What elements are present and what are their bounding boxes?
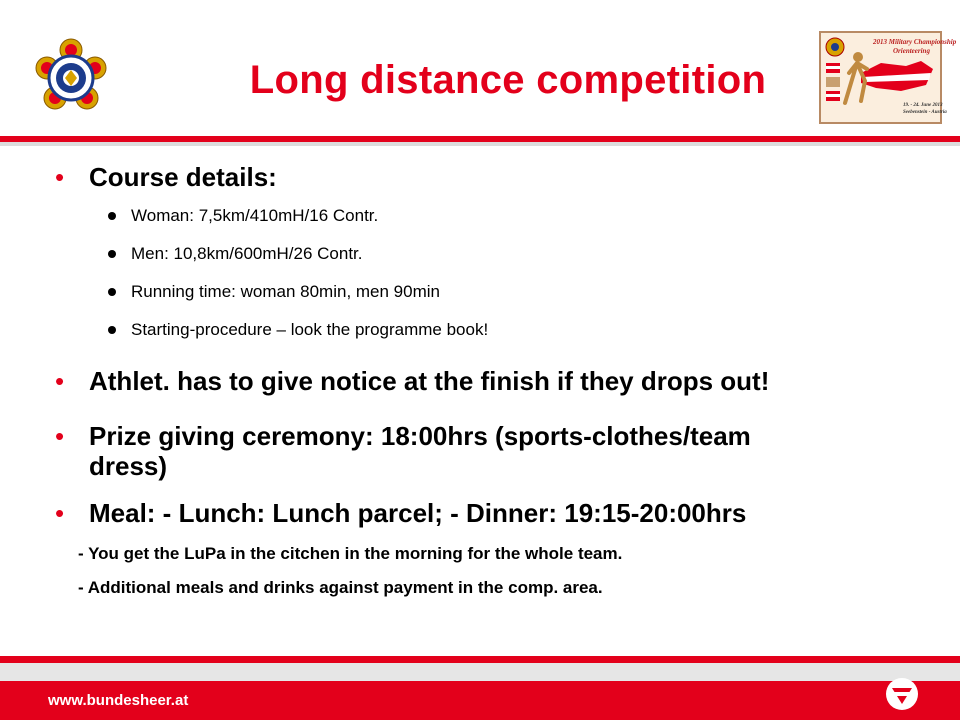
- header-rule-gray: [0, 142, 960, 146]
- bullet-dot-icon: [108, 288, 116, 296]
- bullet-dot-icon: [108, 212, 116, 220]
- bundesheer-logo-icon: [884, 676, 920, 712]
- section-heading-prize-line2: dress): [89, 451, 168, 481]
- section-heading-dropout: Athlet. has to give notice at the finish if they drops out!: [89, 366, 770, 396]
- section-heading-meal: Meal: - Lunch: Lunch parcel; - Dinner: 19:15-20:00hrs: [89, 498, 747, 528]
- page-title: Long distance competition: [249, 58, 767, 102]
- footer-rule-gray: [0, 663, 960, 681]
- championship-poster-icon: [819, 31, 957, 124]
- poster-place: Seebenstein - Austria: [903, 110, 947, 115]
- bullet-icon: •: [55, 498, 65, 528]
- footer-url-link[interactable]: www.bundesheer.at: [48, 692, 189, 709]
- course-item-men: Men: 10,8km/600mH/26 Contr.: [131, 244, 363, 263]
- course-item-woman: Woman: 7,5km/410mH/16 Contr.: [131, 206, 379, 225]
- poster-date: 19. - 24. June 2013: [903, 103, 943, 108]
- course-item-starting: Starting-procedure – look the programme book!: [131, 320, 489, 339]
- bullet-dot-icon: [108, 326, 116, 334]
- course-item-running-time: Running time: woman 80min, men 90min: [131, 282, 440, 301]
- bullet-icon: •: [55, 421, 65, 451]
- meal-note-additional: - Additional meals and drinks against payment in the comp. area.: [78, 578, 603, 597]
- poster-title-line2: Orienteering: [893, 47, 930, 55]
- bullet-icon: •: [55, 162, 65, 192]
- footer-rule: [0, 656, 960, 663]
- section-heading-prize-line1: Prize giving ceremony: 18:00hrs (sports-clothes/team: [89, 421, 751, 451]
- poster-title-line1: 2013 Military Championship: [873, 38, 957, 46]
- bullet-dot-icon: [108, 250, 116, 258]
- bullet-icon: •: [55, 366, 65, 396]
- section-heading-course: Course details:: [89, 162, 277, 192]
- meal-note-lupa: - You get the LuPa in the citchen in the morning for the whole team.: [78, 544, 623, 563]
